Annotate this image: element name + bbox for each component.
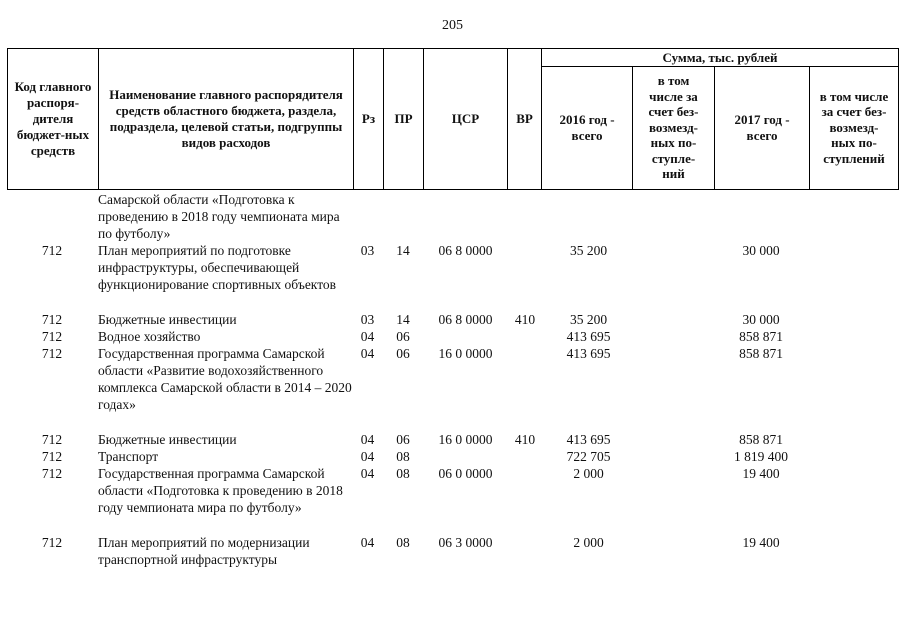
- cell-2017: 19 400: [742, 466, 780, 481]
- cell-name: Бюджетные инвестиции: [98, 312, 237, 327]
- cell-vr: 410: [514, 312, 536, 327]
- page-number: 205: [442, 18, 463, 33]
- cell-pr: 08: [396, 466, 410, 481]
- cell-rz: 04: [360, 466, 375, 481]
- cell-2016: 35 200: [569, 243, 608, 258]
- cell-code: 712: [41, 243, 63, 258]
- cell-csr: 16 0 0000: [438, 346, 493, 361]
- cell-name: Государственная программа Самарской области «Подготовка к проведению в 2018 году чемпионата мира по футболу»: [98, 466, 343, 515]
- cell-rz: 04: [360, 535, 375, 550]
- cell-code: 712: [41, 329, 63, 344]
- cell-name: Самарской области «Подготовка к проведению в 2018 году чемпионата мира по футболу»: [98, 192, 340, 241]
- cell-2017: 858 871: [739, 329, 783, 344]
- cell-2016: 722 705: [566, 449, 611, 464]
- cell-name: Государственная программа Самарской области «Развитие водохозяйственного комплекса Самарской области в 2014 – 2020 годах»: [98, 346, 352, 412]
- cell-2017: 1 819 400: [734, 449, 788, 464]
- cell-2016: 413 695: [566, 329, 611, 344]
- header-rz: Рз: [354, 49, 384, 189]
- cell-pr: 08: [396, 449, 410, 464]
- cell-code: 712: [41, 346, 63, 361]
- header-2017-free: в том числе за счет без-возмезд-ных по-ступлений: [819, 88, 889, 166]
- cell-code: 712: [41, 449, 63, 464]
- header-code: Код главного распоря-дителя бюджет-ных средств: [8, 49, 99, 189]
- cell-code: 712: [41, 312, 63, 327]
- cell-csr: 16 0 0000: [438, 432, 493, 447]
- header-csr: ЦСР: [424, 49, 508, 189]
- cell-2016: 413 695: [566, 346, 611, 361]
- cell-2016: 2 000: [573, 466, 604, 481]
- header-2017-total: 2017 год - всего: [715, 66, 810, 189]
- cell-csr: 06 0 0000: [438, 466, 493, 481]
- header-sum-title: Сумма, тыс. рублей: [542, 49, 898, 67]
- cell-name: Водное хозяйство: [98, 329, 201, 344]
- header-2016-free: в том числе за счет без-возмезд-ных по-ступле-ний: [633, 66, 715, 189]
- cell-2017: 858 871: [739, 346, 783, 361]
- cell-2016: 2 000: [573, 535, 604, 550]
- cell-pr: 06: [396, 329, 410, 344]
- cell-pr: 14: [396, 243, 410, 258]
- cell-pr: 06: [396, 432, 410, 447]
- cell-csr: 06 8 0000: [438, 312, 493, 327]
- header-2016-total: 2016 год - всего: [542, 66, 633, 189]
- cell-name: План мероприятий по модернизации транспортной инфраструктуры: [98, 535, 310, 567]
- cell-name: Бюджетные инвестиции: [98, 432, 237, 447]
- cell-pr: 08: [396, 535, 410, 550]
- cell-2017: 19 400: [742, 535, 780, 550]
- cell-rz: 04: [360, 449, 375, 464]
- cell-rz: 04: [360, 432, 375, 447]
- cell-code: 712: [41, 432, 63, 447]
- cell-2017: 858 871: [739, 432, 783, 447]
- cell-rz: 04: [360, 346, 375, 361]
- cell-name: План мероприятий по подготовке инфраструктуры, обеспечивающей функционирование спортивных объектов: [98, 243, 337, 292]
- table-header: [7, 48, 899, 190]
- cell-code: 712: [41, 466, 63, 481]
- cell-2016: 35 200: [569, 312, 608, 327]
- cell-2017: 30 000: [742, 312, 780, 327]
- header-vr: ВР: [508, 49, 542, 189]
- cell-pr: 14: [396, 312, 410, 327]
- cell-rz: 04: [360, 329, 375, 344]
- header-pr: ПР: [384, 49, 424, 189]
- cell-rz: 03: [360, 243, 375, 258]
- header-name: Наименование главного распорядителя средств областного бюджета, раздела, подраздела, целевой статьи, подгруппы видов расходов: [99, 49, 354, 189]
- cell-csr: 06 8 0000: [438, 243, 493, 258]
- cell-2016: 413 695: [566, 432, 611, 447]
- cell-2017: 30 000: [742, 243, 780, 258]
- cell-code: 712: [41, 535, 63, 550]
- cell-csr: 06 3 0000: [438, 535, 493, 550]
- cell-name: Транспорт: [98, 449, 159, 464]
- cell-rz: 03: [360, 312, 375, 327]
- cell-vr: 410: [514, 432, 536, 447]
- cell-pr: 06: [396, 346, 410, 361]
